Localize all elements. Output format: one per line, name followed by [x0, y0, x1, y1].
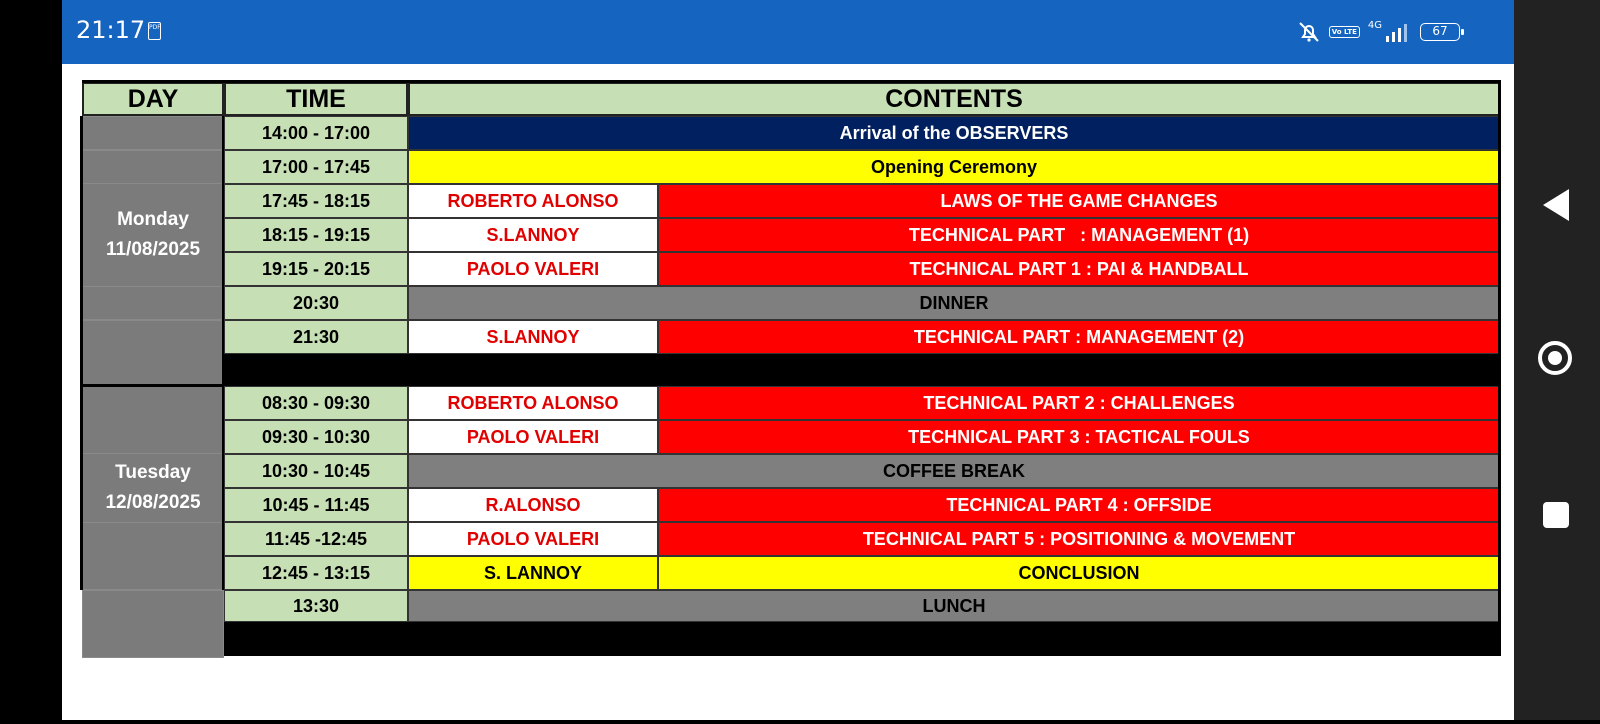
day-cell-blank — [82, 590, 224, 658]
left-letterbox — [0, 0, 62, 720]
time-cell: 21:30 — [224, 320, 408, 354]
content-cell: TECHNICAL PART 2 : CHALLENGES — [658, 386, 1500, 420]
header-contents: CONTENTS — [408, 82, 1500, 116]
bell-muted-icon — [1297, 20, 1321, 44]
speaker-cell: S. LANNOY — [408, 556, 658, 590]
status-bar — [62, 0, 1514, 64]
time-cell: 12:45 - 13:15 — [224, 556, 408, 590]
volte-icon: Vo LTE — [1329, 26, 1360, 38]
schedule-table — [82, 82, 1500, 724]
day-cell-tuesday — [82, 454, 224, 522]
signal-icon — [1382, 22, 1412, 42]
day-cell-blank — [82, 116, 224, 150]
content-cell: Arrival of the OBSERVERS — [408, 116, 1500, 150]
header-day: DAY — [82, 82, 224, 116]
time-cell: 17:45 - 18:15 — [224, 184, 408, 218]
speaker-cell: S.LANNOY — [408, 218, 658, 252]
time-cell: 09:30 - 10:30 — [224, 420, 408, 454]
home-icon[interactable] — [1538, 341, 1572, 375]
table-top-border — [82, 80, 1501, 83]
separator-bar — [224, 354, 1500, 386]
day-name: Monday — [117, 209, 189, 230]
recents-icon[interactable] — [1543, 502, 1569, 528]
time-cell: 10:45 - 11:45 — [224, 488, 408, 522]
day-cell-blank — [82, 320, 224, 386]
day-column-border — [80, 116, 83, 590]
time-cell: 19:15 - 20:15 — [224, 252, 408, 286]
back-icon[interactable] — [1543, 189, 1569, 221]
content-cell: LUNCH — [408, 590, 1500, 622]
time-cell: 18:15 - 19:15 — [224, 218, 408, 252]
speaker-cell: ROBERTO ALONSO — [408, 184, 658, 218]
table-right-border — [1498, 82, 1501, 656]
time-cell: 10:30 - 10:45 — [224, 454, 408, 488]
time-cell: 08:30 - 09:30 — [224, 386, 408, 420]
content-cell: CONCLUSION — [658, 556, 1500, 590]
speaker-cell: ROBERTO ALONSO — [408, 386, 658, 420]
content-cell: TECHNICAL PART 5 : POSITIONING & MOVEMENT — [658, 522, 1500, 556]
content-cell: TECHNICAL PART 1 : PAI & HANDBALL — [658, 252, 1500, 286]
speaker-cell: PAOLO VALERI — [408, 420, 658, 454]
status-clock: 21:17 — [76, 16, 146, 44]
day-cell-blank — [82, 150, 224, 184]
speaker-cell: R.ALONSO — [408, 488, 658, 522]
content-cell: TECHNICAL PART : MANAGEMENT (1) — [658, 218, 1500, 252]
day-separator — [82, 384, 224, 387]
content-cell: Opening Ceremony — [408, 150, 1500, 184]
time-cell: 14:00 - 17:00 — [224, 116, 408, 150]
time-cell: 20:30 — [224, 286, 408, 320]
day-cell-blank — [82, 286, 224, 320]
day-date: 12/08/2025 — [105, 492, 201, 513]
battery-icon: 67 — [1420, 23, 1460, 41]
content-cell: TECHNICAL PART : MANAGEMENT (2) — [658, 320, 1500, 354]
day-name: Tuesday — [115, 462, 191, 483]
content-cell: LAWS OF THE GAME CHANGES — [658, 184, 1500, 218]
day-cell-blank — [82, 386, 224, 454]
speaker-cell: PAOLO VALERI — [408, 522, 658, 556]
day-cell-blank — [82, 522, 224, 590]
content-cell: TECHNICAL PART 3 : TACTICAL FOULS — [658, 420, 1500, 454]
day-date: 11/08/2025 — [105, 239, 201, 260]
speaker-cell: PAOLO VALERI — [408, 252, 658, 286]
network-type-label: 4G — [1367, 19, 1382, 31]
day-cell-monday — [82, 184, 224, 286]
time-cell: 11:45 -12:45 — [224, 522, 408, 556]
speaker-cell: S.LANNOY — [408, 320, 658, 354]
document-viewer[interactable] — [62, 0, 1514, 720]
content-cell: DINNER — [408, 286, 1500, 320]
status-icons — [1297, 18, 1460, 46]
content-cell: TECHNICAL PART 4 : OFFSIDE — [658, 488, 1500, 522]
header-time: TIME — [224, 82, 408, 116]
separator-bar — [224, 622, 1500, 656]
time-cell: 13:30 — [224, 590, 408, 622]
time-cell: 17:00 - 17:45 — [224, 150, 408, 184]
content-cell: COFFEE BREAK — [408, 454, 1500, 488]
pdf-notification-icon: PDF — [148, 22, 161, 40]
